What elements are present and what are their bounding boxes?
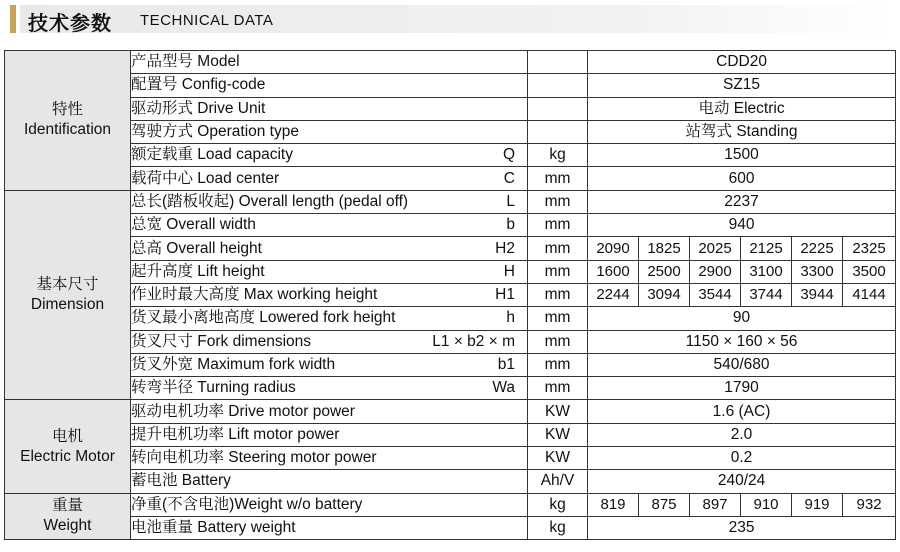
value-cell: 2125 (741, 237, 792, 260)
value-cell: 2225 (792, 237, 843, 260)
unit-cell: KW (528, 423, 588, 446)
table-row (5, 493, 896, 516)
parameter-label (131, 447, 528, 470)
value-cell: 2090 (588, 237, 639, 260)
parameter-name: 净重(不含电池)Weight w/o battery (131, 495, 363, 513)
parameter-name: 电池重量 Battery weight (131, 519, 296, 537)
value-cell: 90 (588, 307, 896, 330)
value-cell: 932 (843, 493, 896, 516)
parameter-name: 转向电机功率 Steering motor power (131, 449, 377, 467)
value-cell: 3944 (792, 283, 843, 306)
group-label-zh: 基本尺寸 (36, 276, 99, 294)
parameter-symbol: b1 (497, 356, 515, 373)
parameter-name: 配置号 Config-code (131, 76, 266, 94)
group-label-weight (5, 493, 131, 540)
value-cell: 240/24 (588, 470, 896, 493)
parameter-label (131, 330, 528, 353)
parameter-label (131, 353, 528, 376)
value-cell: 2237 (588, 190, 896, 213)
parameter-name: 总宽 Overall width (131, 216, 256, 234)
parameter-symbol: b (506, 216, 515, 234)
parameter-label (131, 377, 528, 400)
unit-cell: mm (528, 307, 588, 330)
parameter-symbol: H1 (495, 286, 515, 304)
parameter-name: 货叉外宽 Maximum fork width (131, 356, 336, 373)
unit-cell: KW (528, 447, 588, 470)
parameter-symbol: Q (502, 146, 515, 164)
parameter-symbol: L1 × b2 × m (432, 332, 515, 350)
value-cell: 3500 (843, 260, 896, 283)
parameter-label (131, 144, 528, 167)
parameter-label (131, 516, 528, 539)
value-cell: 0.2 (588, 447, 896, 470)
parameter-name: 产品型号 Model (131, 53, 240, 71)
parameter-label (131, 74, 528, 97)
parameter-label (131, 493, 528, 516)
parameter-name: 驱动电机功率 Drive motor power (131, 402, 355, 420)
parameter-name: 驱动形式 Drive Unit (131, 99, 266, 117)
table-row (5, 214, 896, 237)
group-label-zh: 特性 (51, 101, 83, 119)
table-row (5, 237, 896, 260)
parameter-name: 作业时最大高度 Max working height (131, 286, 378, 304)
unit-cell: mm (528, 353, 588, 376)
table-row (5, 516, 896, 539)
header-title-zh: 技术参数 (28, 13, 112, 35)
parameter-symbol: H (503, 262, 515, 280)
parameter-symbol: C (503, 169, 515, 187)
value-cell: 2500 (639, 260, 690, 283)
table-row (5, 423, 896, 446)
value-cell: 3744 (741, 283, 792, 306)
unit-cell: mm (528, 237, 588, 260)
parameter-label (131, 167, 528, 190)
parameter-label (131, 214, 528, 237)
value-cell: 4144 (843, 283, 896, 306)
value-cell: 1600 (588, 260, 639, 283)
parameter-name: 额定载重 Load capacity (131, 146, 293, 164)
technical-data-table (4, 50, 896, 540)
value-cell: 600 (588, 167, 896, 190)
value-cell: 819 (588, 493, 639, 516)
parameter-label (131, 120, 528, 143)
value-cell: 2025 (690, 237, 741, 260)
table-row (5, 260, 896, 283)
unit-cell: Ah/V (528, 470, 588, 493)
parameter-label (131, 400, 528, 423)
value-cell: 1150 × 160 × 56 (588, 330, 896, 353)
value-cell: 3094 (639, 283, 690, 306)
value-cell: SZ15 (588, 74, 896, 97)
unit-cell: mm (528, 167, 588, 190)
parameter-label (131, 97, 528, 120)
parameter-symbol: H2 (495, 239, 515, 257)
unit-cell: KW (528, 400, 588, 423)
value-cell: 1500 (588, 144, 896, 167)
unit-cell: mm (528, 330, 588, 353)
parameter-name: 起升高度 Lift height (131, 262, 265, 280)
parameter-symbol: Wa (492, 379, 515, 397)
unit-cell (528, 97, 588, 120)
value-cell: 2.0 (588, 423, 896, 446)
table-row (5, 190, 896, 213)
value-cell: 2244 (588, 283, 639, 306)
value-cell: 540/680 (588, 353, 896, 376)
parameter-name: 货叉最小离地高度 Lowered fork height (131, 309, 396, 327)
table-row (5, 377, 896, 400)
value-cell: CDD20 (588, 51, 896, 74)
value-cell: 897 (690, 493, 741, 516)
unit-cell (528, 120, 588, 143)
unit-cell: kg (528, 516, 588, 539)
parameter-label (131, 190, 528, 213)
header-accent-bar (10, 5, 16, 33)
value-cell: 919 (792, 493, 843, 516)
value-cell: 235 (588, 516, 896, 539)
parameter-name: 载荷中心 Load center (131, 169, 280, 187)
unit-cell: kg (528, 493, 588, 516)
table-row (5, 470, 896, 493)
parameter-name: 蓄电池 Battery (131, 472, 231, 490)
parameter-label (131, 470, 528, 493)
value-cell: 1790 (588, 377, 896, 400)
unit-cell: mm (528, 377, 588, 400)
group-label-identification (5, 51, 131, 191)
value-cell: 1825 (639, 237, 690, 260)
unit-cell (528, 51, 588, 74)
value-cell: 3544 (690, 283, 741, 306)
parameter-label (131, 260, 528, 283)
value-cell: 875 (639, 493, 690, 516)
parameter-label (131, 237, 528, 260)
table-row (5, 167, 896, 190)
value-cell: 2325 (843, 237, 896, 260)
parameter-name: 转弯半径 Turning radius (131, 379, 296, 397)
value-cell: 3100 (741, 260, 792, 283)
parameter-name: 驾驶方式 Operation type (131, 123, 299, 141)
parameter-label (131, 423, 528, 446)
table-row (5, 144, 896, 167)
parameter-symbol: h (506, 309, 515, 327)
value-cell: 910 (741, 493, 792, 516)
group-label-en: Dimension (30, 296, 105, 314)
parameter-symbol: L (506, 192, 515, 210)
group-label-en: Identification (23, 121, 112, 139)
group-label-en: Weight (43, 517, 92, 535)
table-row (5, 353, 896, 376)
parameter-name: 货叉尺寸 Fork dimensions (131, 332, 312, 350)
parameter-label (131, 51, 528, 74)
section-header (0, 0, 900, 38)
value-cell: 1.6 (AC) (588, 400, 896, 423)
unit-cell: mm (528, 283, 588, 306)
table-row (5, 120, 896, 143)
table-row (5, 330, 896, 353)
unit-cell: mm (528, 190, 588, 213)
parameter-name: 总高 Overall height (131, 239, 262, 257)
table-row (5, 97, 896, 120)
group-label-motor (5, 400, 131, 493)
unit-cell: mm (528, 260, 588, 283)
value-cell: 站驾式 Standing (588, 120, 896, 143)
table-row (5, 307, 896, 330)
unit-cell (528, 74, 588, 97)
table-row (5, 51, 896, 74)
unit-cell: mm (528, 214, 588, 237)
parameter-label (131, 283, 528, 306)
group-label-dimension (5, 190, 131, 400)
group-label-en: Electric Motor (20, 447, 115, 465)
table-row (5, 283, 896, 306)
parameter-name: 总长(踏板收起) Overall length (pedal off) (131, 192, 409, 210)
value-cell: 3300 (792, 260, 843, 283)
table-row (5, 74, 896, 97)
table-row (5, 447, 896, 470)
header-title-en: TECHNICAL DATA (140, 12, 274, 29)
unit-cell: kg (528, 144, 588, 167)
table-row (5, 400, 896, 423)
value-cell: 2900 (690, 260, 741, 283)
value-cell: 电动 Electric (588, 97, 896, 120)
value-cell: 940 (588, 214, 896, 237)
parameter-name: 提升电机功率 Lift motor power (131, 425, 340, 443)
group-label-zh: 电机 (51, 427, 83, 445)
group-label-zh: 重量 (51, 497, 83, 515)
table-body (5, 51, 896, 540)
parameter-label (131, 307, 528, 330)
